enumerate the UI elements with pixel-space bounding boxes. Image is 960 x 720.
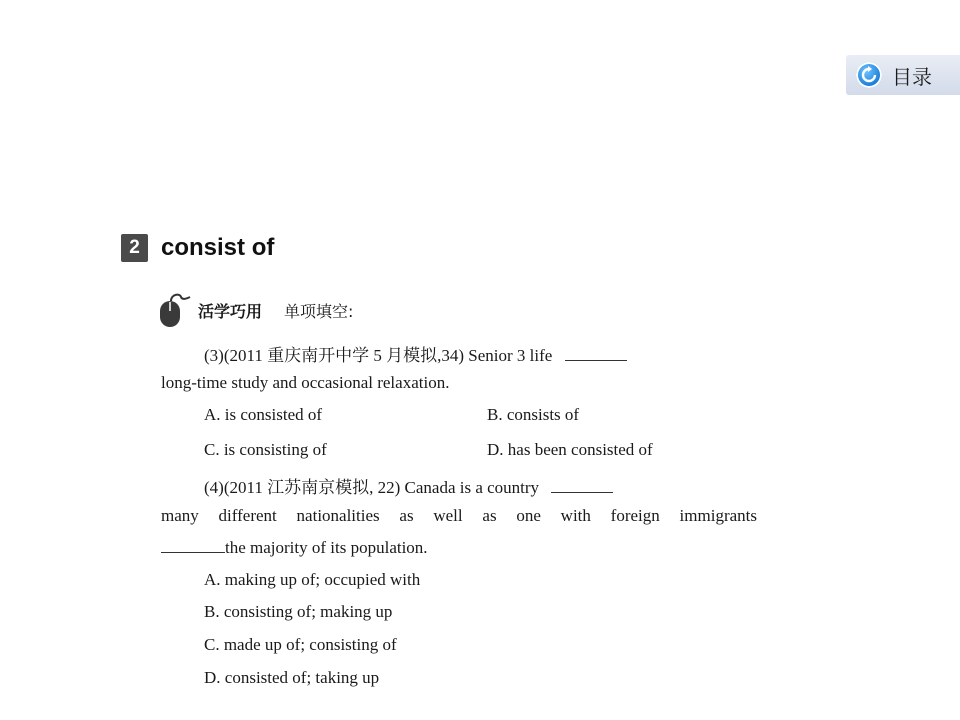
q4-stem-line3 <box>161 538 428 558</box>
section-heading <box>121 234 274 262</box>
section-number-badge: 2 <box>121 234 148 262</box>
answer-blank <box>161 552 225 553</box>
practice-instruction: 单项填空: <box>284 301 354 321</box>
q4-stem-text: (4)(2011 江苏南京模拟, 22) Canada is a country <box>204 478 540 497</box>
q4-option-b: B. consisting of; making up <box>204 602 393 621</box>
practice-header <box>158 291 353 329</box>
q3-stem-line1 <box>204 341 627 366</box>
q4-option-a: A. making up of; occupied with <box>204 570 421 589</box>
q3-option-d: D. has been consisted of <box>487 440 653 459</box>
q3-stem-line2: long-time study and occasional relaxation. <box>161 373 450 392</box>
q4-stem-line1 <box>204 473 613 498</box>
toc-label: 目录 <box>892 64 932 89</box>
answer-blank <box>565 360 627 361</box>
q3-option-a: A. is consisted of <box>204 405 323 424</box>
refresh-icon <box>856 62 882 88</box>
q3-option-b: B. consists of <box>487 405 580 424</box>
q3-option-c: C. is consisting of <box>204 440 327 459</box>
practice-title: 活学巧用 <box>198 301 263 321</box>
mouse-icon <box>158 291 192 329</box>
q4-stem-text-3: the majority of its population. <box>225 538 428 557</box>
toc-button[interactable] <box>846 55 960 95</box>
answer-blank <box>551 492 613 493</box>
q4-stem-line2: many different nationalities as well as one with foreign immigrants <box>161 506 757 525</box>
q4-option-c: C. made up of; consisting of <box>204 635 397 654</box>
q3-stem-text: (3)(2011 重庆南开中学 5 月模拟,34) Senior 3 life <box>204 346 553 365</box>
section-title: consist of <box>161 234 275 261</box>
q4-option-d: D. consisted of; taking up <box>204 668 380 687</box>
